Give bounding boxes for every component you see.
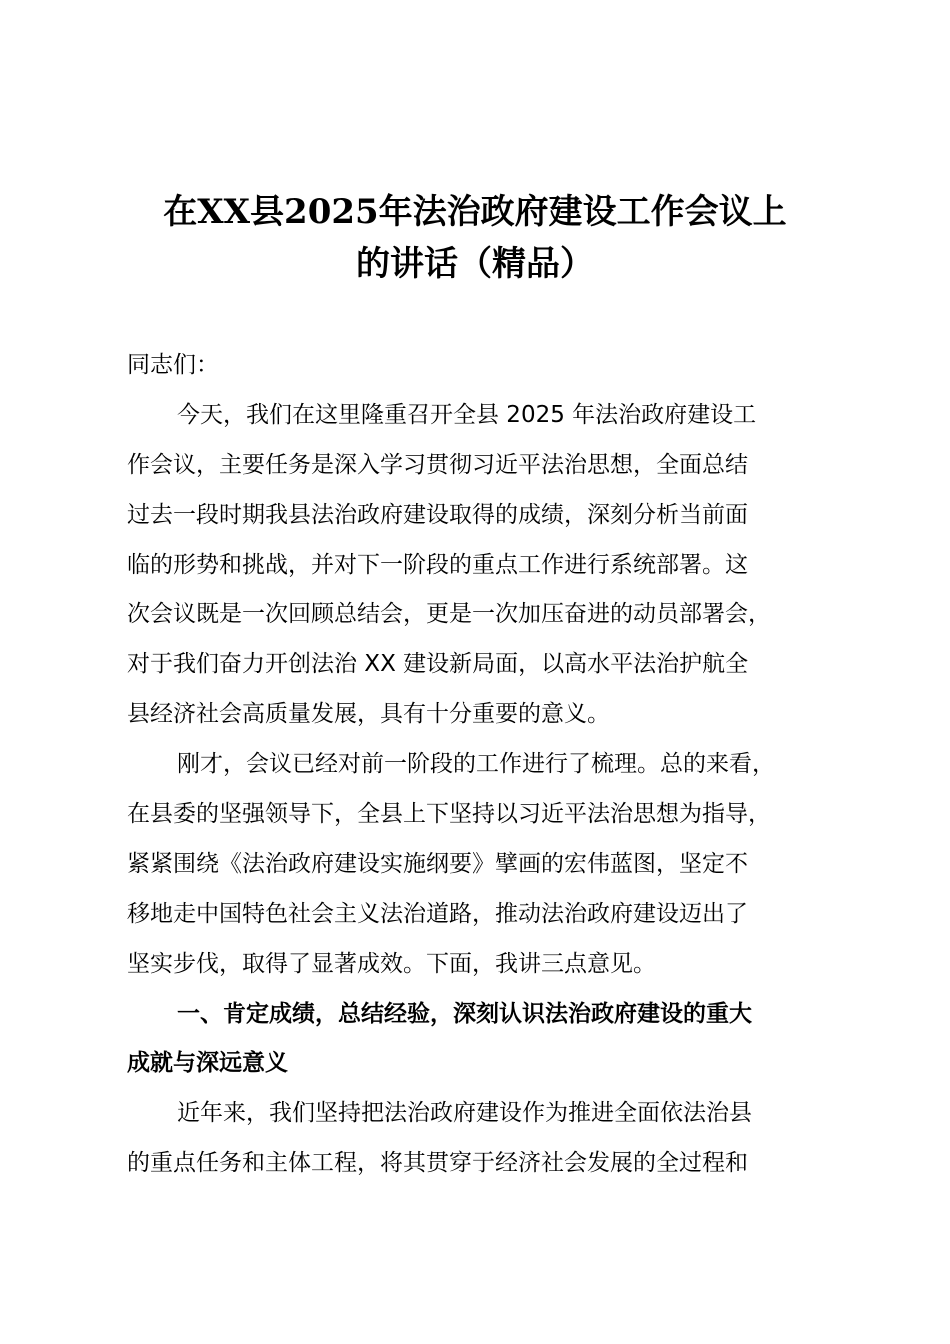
greeting: 同志们：	[127, 352, 219, 378]
paragraph-line: 作会议，主要任务是深入学习贯彻习近平法治思想，全面总结	[127, 451, 748, 478]
section-heading-one	[127, 990, 839, 1090]
paragraph-line: 坚实步伐，取得了显著成效。下面，我讲三点意见。	[127, 950, 656, 977]
heading-line: 一、肯定成绩，总结经验，深刻认识法治政府建设的重大	[177, 1000, 752, 1027]
paragraph-opening	[127, 391, 839, 740]
paragraph-line: 近年来，我们坚持把法治政府建设作为推进全面依法治县	[177, 1100, 752, 1127]
title-line: 在XX县2025年法治政府建设工作会议上	[163, 192, 787, 232]
paragraph-line: 移地走中国特色社会主义法治道路，推动法治政府建设迈出了	[127, 900, 748, 927]
paragraph-line: 今天，我们在这里隆重召开全县 2025 年法治政府建设工	[177, 401, 757, 428]
paragraph-recent-years	[127, 1089, 839, 1189]
paragraph-line: 紧紧围绕《法治政府建设实施纲要》擘画的宏伟蓝图，坚定不	[127, 850, 748, 877]
paragraph-line: 刚才，会议已经对前一阶段的工作进行了梳理。总的来看，	[177, 751, 775, 778]
paragraph-line: 过去一段时期我县法治政府建设取得的成绩，深刻分析当前面	[127, 501, 748, 528]
heading-line: 成就与深远意义	[127, 1050, 288, 1077]
paragraph-line: 对于我们奋力开创法治 XX 建设新局面，以高水平法治护航全	[127, 651, 749, 678]
paragraph-line: 在县委的坚强领导下，全县上下坚持以习近平法治思想为指导，	[127, 801, 771, 828]
paragraph-line: 县经济社会高质量发展，具有十分重要的意义。	[127, 701, 610, 728]
title-line: 的讲话（精品）	[356, 244, 594, 284]
document-title	[110, 186, 840, 290]
paragraph-line: 次会议既是一次回顾总结会，更是一次加压奋进的动员部署会，	[127, 601, 771, 628]
paragraph-review	[127, 740, 839, 989]
paragraph-line: 的重点任务和主体工程，将其贯穿于经济社会发展的全过程和	[127, 1150, 748, 1177]
paragraph-line: 临的形势和挑战，并对下一阶段的重点工作进行系统部署。这	[127, 551, 748, 578]
document-body	[127, 341, 839, 1189]
